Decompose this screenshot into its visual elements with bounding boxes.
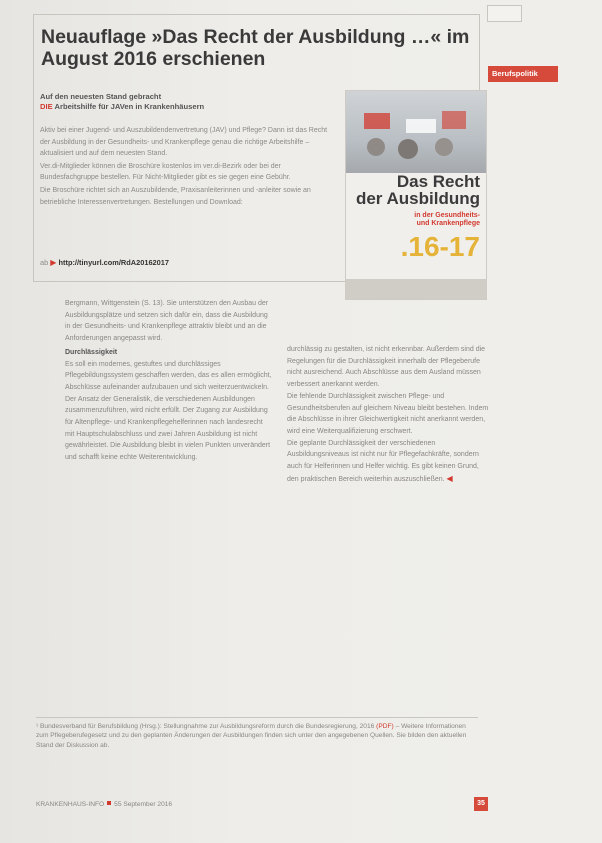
issue-info: 55 September 2016 [114, 801, 173, 808]
link-prefix: ab [40, 258, 49, 267]
body-paragraph [287, 438, 490, 486]
cover-title [346, 173, 480, 207]
publication-name: KRANKENHAUS-INFO [36, 801, 105, 808]
footnote-divider [36, 717, 478, 718]
download-link-line [40, 258, 169, 267]
body-column-left [65, 298, 273, 464]
cover-subtitle [346, 212, 480, 228]
intro-paragraph: Ver.di-Mitglieder können die Broschüre kostenlos im ver.di-Bezirk oder bei der Bundesfachgruppe bestellen. Für Nicht-Mitglieder gibt es sie gegen eine Gebühr. [40, 162, 291, 182]
download-link[interactable]: http://tinyurl.com/RdA20162017 [58, 258, 169, 267]
body-paragraph: Es soll ein modernes, gestuftes und durchlässiges Pflegebildungssystem geschaffen werden, das es allen ermöglicht, Abschlüsse aufeinander aufzubauen und sich weiterzuentwickeln. [65, 360, 272, 391]
brochure-cover [346, 91, 486, 299]
section-tab: Berufspolitik [488, 66, 558, 82]
body-paragraph: Die fehlende Durchlässigkeit zwischen Pflege- und Gesundheitsberufen auf gleichem Niveau bleibt bestehen. Indem die Abschlüsse in ihrer Gleichwertigkeit nicht anerkannt werden, wird eine Weiterqualifizierung erschwert. [287, 392, 489, 435]
body-column-right [287, 344, 490, 485]
intro-kicker: Auf den neuesten Stand gebracht [40, 92, 162, 101]
section-heading: Durchlässigkeit [65, 348, 118, 356]
intro-text [40, 125, 332, 209]
footnote-link[interactable]: (PDF) [376, 723, 394, 730]
body-text: Die geplante Durchlässigkeit der verschiedenen Ausbildungsniveaus ist nicht nur für Pflegefachkräfte, sondern auch für Helferinnen und Helfer wichtig. Es gibt keinen Grund, den praktischen Bereich weiterhin auszuschließen. [287, 439, 479, 483]
cover-subtitle-line: in der Gesundheits- [414, 212, 480, 219]
corner-tab [487, 5, 522, 22]
footnote-text: – Weitere Informationen zum Pflegeberufegesetz und zu den geplanten Änderungen der Ausbildungen finden sich unter den angegebenen Quellen. Sie bilden den aktuellen Stand der Diskussion ab. [36, 723, 467, 749]
subkicker-highlight: DIE [40, 102, 53, 111]
cover-title-line: Das Recht [396, 172, 480, 191]
separator-square-icon [107, 801, 111, 805]
footnote [36, 722, 474, 750]
cover-subtitle-line: und Krankenpflege [416, 220, 480, 227]
cover-title-line: der Ausbildung [355, 189, 480, 208]
article-title: Neuauflage »Das Recht der Ausbildung …« im August 2016 erschienen [41, 26, 470, 70]
intro-subkicker [40, 102, 204, 111]
subkicker-text: Arbeitshilfe für JAVen in Krankenhäusern [52, 102, 205, 111]
body-paragraph: durchlässig zu gestalten, ist nicht erkennbar. Außerdem sind die Regelungen für die Durchlässigkeit innerhalb der Pflegeberufe nicht ausreichend. Auch Abschlüsse aus dem Ausland müssen verbessert anerkannt werden. [287, 346, 486, 389]
arrow-right-icon: ▶ [50, 258, 57, 267]
page-footer [36, 801, 172, 808]
intro-paragraph: Aktiv bei einer Jugend- und Auszubildendenvertretung (JAV) und Pflege? Dann ist das Recht der Ausbildung in der Gesundheits- und Krankenpflege genau die richtige Arbeitshilfe – aktualisiert und auf dem neuesten Stand. [40, 127, 328, 158]
footnote-text: ¹ Bundesverband für Berufsbildung (Hrsg.): Stellungnahme zur Ausbildungsreform durch die Bundesregierung, 2016 [36, 723, 377, 730]
cover-photo [346, 91, 486, 173]
cover-edition-number: .16-17 [400, 231, 480, 262]
intro-paragraph: Die Broschüre richtet sich an Auszubildende, Praxisanleiterinnen und -anleiter sowie an betriebliche Interessenvertretungen. Bestellungen und Download: [40, 186, 311, 206]
body-paragraph: Der Ansatz der Generalistik, die verschiedenen Ausbildungen zusammenzuführen, wird nicht erfüllt. Der Zugang zur Ausbildung für Altenpflege- und Krankenpflegehelferinnen nach landesrecht mit Hauptschulabschluss und zwei Jahren Ausbildung ist nicht gewährleistet. Die Ausbildung bleibt in vielen Punkten unverändert und schafft keine echte Weiterentwicklung. [65, 395, 271, 462]
page-number: 35 [474, 797, 488, 811]
body-paragraph: Bergmann, Wittgenstein (S. 13). Sie unterstützen den Ausbau der Ausbildungsplätze und setzen sich dafür ein, dass die Ausbildung in der Gesundheits- und Krankenpflege attraktiv bleibt und an die Anforderungen angepasst wird. [65, 300, 269, 343]
protest-flags-icon [356, 109, 476, 159]
article-end-icon: ◀ [446, 473, 453, 483]
cover-bottom-band [346, 279, 486, 299]
